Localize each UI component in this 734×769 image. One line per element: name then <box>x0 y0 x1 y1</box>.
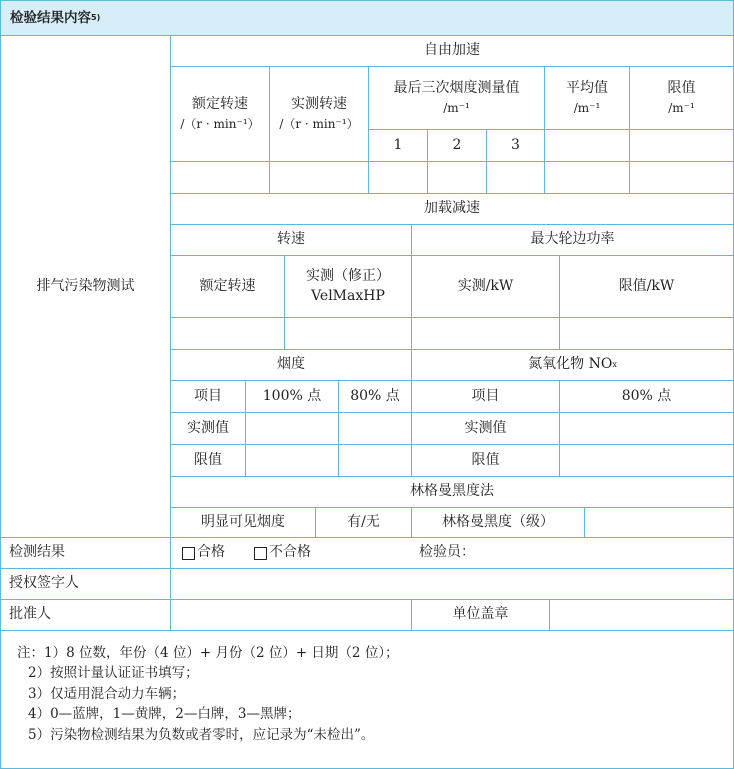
smoke-100-header: 100% 点 <box>245 380 339 413</box>
smoke-index-1: 1 <box>368 129 428 162</box>
average-label: 平均值 <box>566 79 608 96</box>
ld-velmaxhp-label: VelMaxHP <box>311 288 385 304</box>
nox-80-limit[interactable] <box>559 444 734 477</box>
smoke-value-1[interactable] <box>368 161 428 194</box>
note-line: 4）0—蓝牌，1—黄牌，2—白牌，3—黑牌； <box>28 706 301 723</box>
last-three-header <box>368 66 545 130</box>
nox-title-sub: x <box>612 360 617 369</box>
result-options <box>170 537 734 569</box>
section-title: 检验结果内容 <box>10 9 91 26</box>
measured-speed-unit: /（r · min⁻¹） <box>279 117 359 132</box>
ld-limit-kw-value[interactable] <box>559 317 734 350</box>
rated-speed-label: 额定转速 <box>192 95 248 112</box>
fail-checkbox[interactable] <box>254 547 267 560</box>
ld-rated-speed-value[interactable] <box>170 317 285 350</box>
ld-rated-speed-header: 额定转速 <box>170 255 285 318</box>
approver-value[interactable] <box>170 599 412 631</box>
note-line: 5）污染物检测结果为负数或者零时，应记录为“未检出”。 <box>28 726 375 743</box>
smoke-index-2: 2 <box>427 129 487 162</box>
smoke-index-3: 3 <box>486 129 545 162</box>
rated-speed-unit: /（r · min⁻¹） <box>180 117 260 132</box>
smoke-limit-label: 限值 <box>170 444 246 477</box>
nox-title <box>411 349 734 381</box>
nox-80-measured[interactable] <box>559 412 734 445</box>
signatory-value[interactable] <box>170 568 734 600</box>
measured-speed-header <box>269 66 369 162</box>
ld-measured-corrected-label: 实测（修正） <box>306 267 390 284</box>
note-line: 3）仅适用混合动力车辆； <box>28 685 186 702</box>
speed-header: 转速 <box>170 224 412 256</box>
notes-block <box>0 630 734 769</box>
ringelmann-title: 林格曼黑度法 <box>170 476 734 508</box>
smoke-value-3[interactable] <box>486 161 545 194</box>
fail-label: 不合格 <box>269 544 311 561</box>
rated-speed-header <box>170 66 270 162</box>
smoke-measured-label: 实测值 <box>170 412 246 445</box>
ringelmann-grade-value[interactable] <box>584 507 734 538</box>
smoke-100-limit[interactable] <box>245 444 339 477</box>
inspector-label: 检验员： <box>419 544 475 561</box>
smoke-title: 烟度 <box>170 349 412 381</box>
pass-label: 合格 <box>197 544 225 561</box>
ld-measured-corrected-value[interactable] <box>284 317 412 350</box>
limit-sub-blank <box>629 129 734 162</box>
nox-title-label: 氮氧化物 NO <box>528 356 613 373</box>
ld-measured-kw-header: 实测/kW <box>411 255 560 318</box>
ld-measured-kw-value[interactable] <box>411 317 560 350</box>
smoke-value-2[interactable] <box>427 161 487 194</box>
measured-speed-label: 实测转速 <box>291 95 347 112</box>
average-header <box>544 66 630 130</box>
smoke-item-header: 项目 <box>170 380 246 413</box>
max-power-header: 最大轮边功率 <box>411 224 734 256</box>
nox-item-header: 项目 <box>411 380 560 413</box>
limit-unit: /m⁻¹ <box>668 101 695 116</box>
average-sub-blank <box>544 129 630 162</box>
ld-limit-kw-header: 限值/kW <box>559 255 734 318</box>
average-value[interactable] <box>544 161 630 194</box>
exhaust-test-label: 排气污染物测试 <box>0 35 171 538</box>
nox-measured-label: 实测值 <box>411 412 560 445</box>
yes-no-field[interactable]: 有/无 <box>315 507 412 538</box>
last-three-label: 最后三次烟度测量值 <box>393 79 520 96</box>
approver-label: 批准人 <box>0 599 171 631</box>
note-line: 2）按照计量认证证书填写； <box>28 665 199 682</box>
rated-speed-value[interactable] <box>170 161 270 194</box>
smoke-80-header: 80% 点 <box>338 380 412 413</box>
free-accel-title: 自由加速 <box>170 35 734 67</box>
stamp-value[interactable] <box>549 599 734 631</box>
load-decel-title: 加载减速 <box>170 193 734 225</box>
signatory-label: 授权签字人 <box>0 568 171 600</box>
section-header <box>0 0 734 36</box>
measured-speed-value[interactable] <box>269 161 369 194</box>
pass-checkbox[interactable] <box>182 547 195 560</box>
smoke-80-measured[interactable] <box>338 412 412 445</box>
limit-value[interactable] <box>629 161 734 194</box>
last-three-unit: /m⁻¹ <box>443 101 470 116</box>
nox-limit-label: 限值 <box>411 444 560 477</box>
ringelmann-grade-label: 林格曼黑度（级） <box>411 507 585 538</box>
ld-measured-corrected-header <box>284 255 412 318</box>
nox-80-header: 80% 点 <box>559 380 734 413</box>
smoke-80-limit[interactable] <box>338 444 412 477</box>
note-line: 注：1）8 位数，年份（4 位）+ 月份（2 位）+ 日期（2 位）； <box>17 645 399 661</box>
section-title-note: 5) <box>91 13 101 22</box>
average-unit: /m⁻¹ <box>573 101 601 116</box>
limit-label: 限值 <box>667 79 696 96</box>
result-label: 检测结果 <box>0 537 171 569</box>
visible-smoke-label: 明显可见烟度 <box>170 507 316 538</box>
limit-header <box>629 66 734 130</box>
smoke-100-measured[interactable] <box>245 412 339 445</box>
stamp-label: 单位盖章 <box>411 599 550 631</box>
